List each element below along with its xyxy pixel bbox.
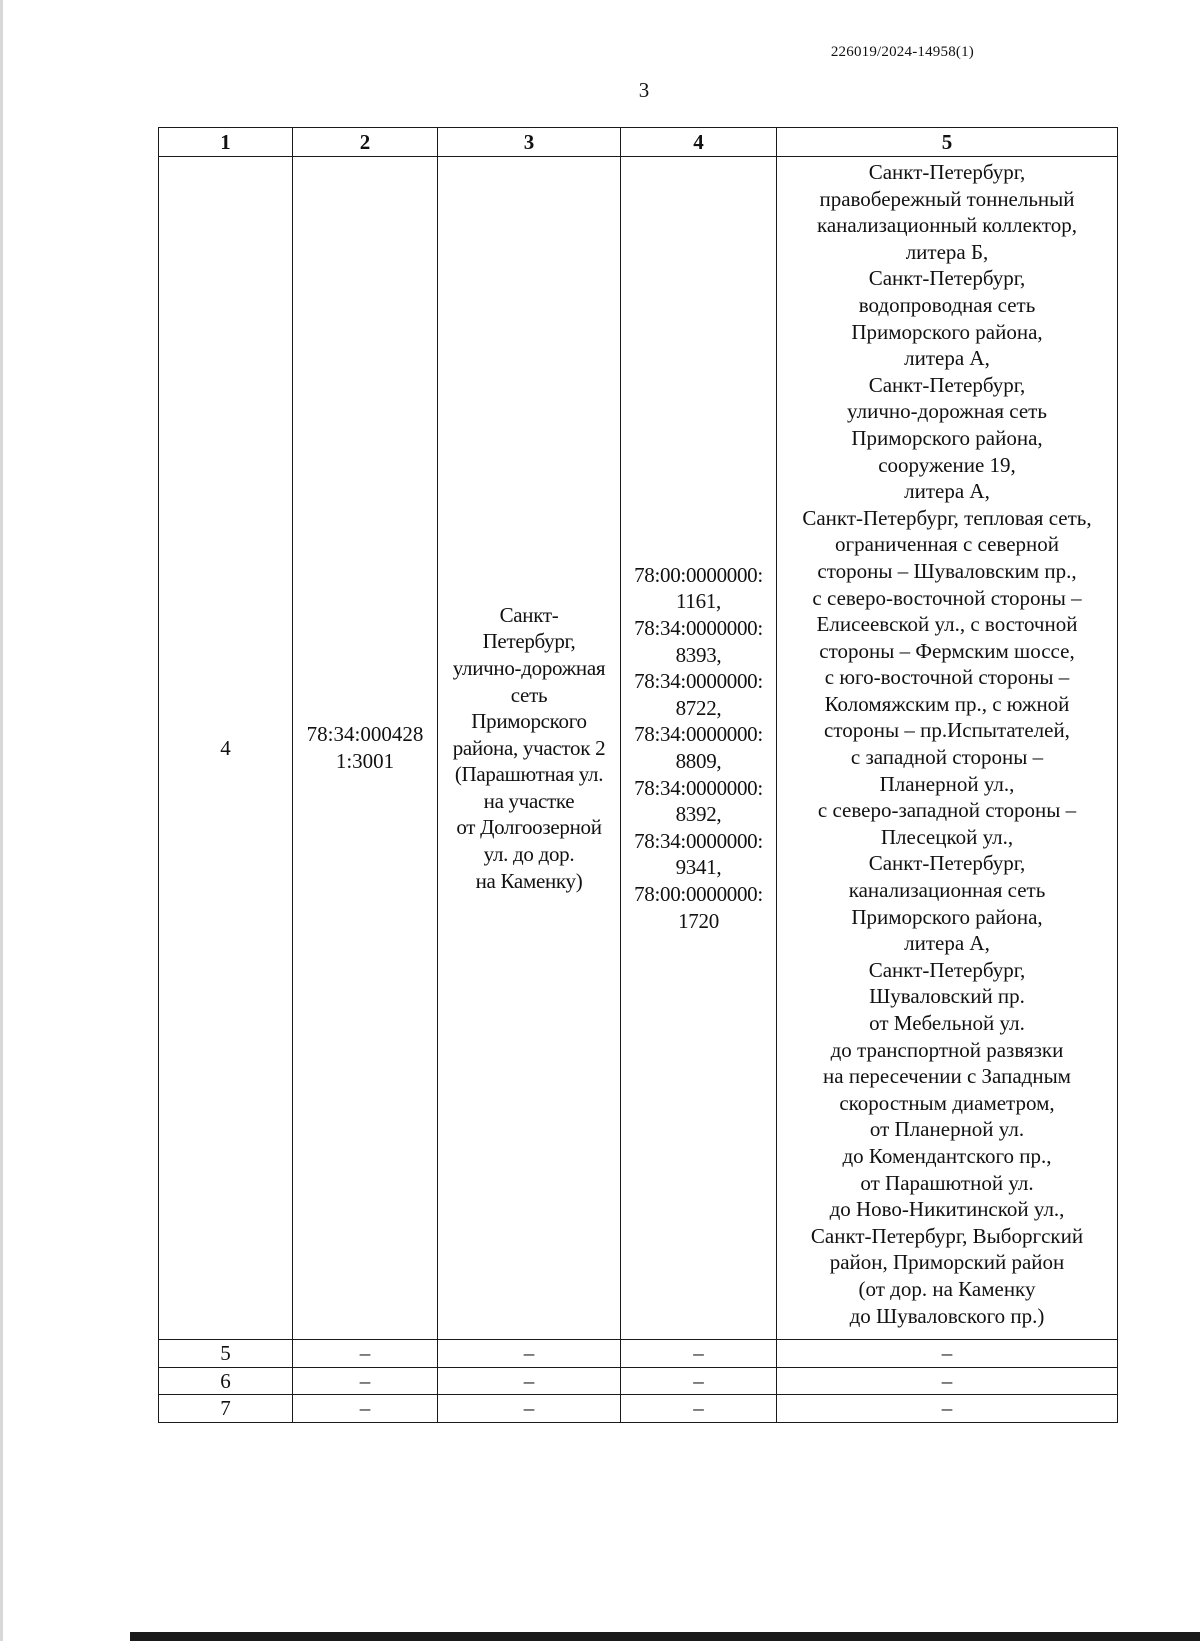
header-col-4: 4 <box>621 128 777 157</box>
cell-dash: – <box>777 1395 1118 1423</box>
page-number: 3 <box>638 78 650 102</box>
header-col-2: 2 <box>293 128 438 157</box>
cell-row-number: 5 <box>159 1340 293 1368</box>
scan-left-edge <box>0 0 3 1641</box>
header-col-5: 5 <box>777 128 1118 157</box>
cell-dash: – <box>438 1340 621 1368</box>
table-row <box>159 1340 1118 1368</box>
cell-related-cadastral-numbers: 78:00:0000000: 1161, 78:34:0000000: 8393, 78:34:0000000: 8722, 78:34:0000000: 8809, 78:34:0000000: 8392, 78:34:0000000: 9341, 78:00:0000000: 1720 <box>621 157 777 1340</box>
cell-dash: – <box>777 1340 1118 1368</box>
cell-dash: – <box>293 1340 438 1368</box>
cell-dash: – <box>621 1340 777 1368</box>
cell-dash: – <box>438 1395 621 1423</box>
cell-dash: – <box>777 1367 1118 1395</box>
cell-row-number: 7 <box>159 1395 293 1423</box>
cell-dash: – <box>293 1367 438 1395</box>
header-col-1: 1 <box>159 128 293 157</box>
scan-bottom-edge <box>130 1632 1200 1641</box>
cell-row-number: 6 <box>159 1367 293 1395</box>
cell-dash: – <box>438 1367 621 1395</box>
header-col-3: 3 <box>438 128 621 157</box>
table-row <box>159 157 1118 1340</box>
cell-dash: – <box>621 1395 777 1423</box>
cell-row-number: 4 <box>159 157 293 1340</box>
cell-dash: – <box>621 1367 777 1395</box>
cell-dash: – <box>293 1395 438 1423</box>
table-header-row <box>159 128 1118 157</box>
data-table <box>158 127 1118 1423</box>
table-row <box>159 1395 1118 1423</box>
cell-address-description: Санкт-Петербург, правобережный тоннельный канализационный коллектор, литера Б, Санкт-Петербург, водопроводная сеть Приморского района, литера А, Санкт-Петербург, улично-дорожная сеть Приморского района, сооружение 19, литера А, Санкт-Петербург, тепловая сеть, ограниченная с северной стороны – Шуваловским пр., с северо-восточной стороны – Елисеевской ул., с восточной стороны – Фермским шоссе, с юго-восточной стороны – Коломяжским пр., с южной стороны – пр.Испытателей, с западной стороны – Планерной ул., с северо-западной стороны – Плесецкой ул., Санкт-Петербург, канализационная сеть Приморского района, литера А, Санкт-Петербург, Шуваловский пр. от Мебельной ул. до транспортной развязки на пересечении с Западным скоростным диаметром, от Планерной ул. до Комендантского пр., от Парашютной ул. до Ново-Никитинской ул., Санкт-Петербург, Выборгский район, Приморский район (от дор. на Каменку до Шуваловского пр.) <box>777 157 1118 1340</box>
cell-cadastral-number: 78:34:000428 1:3001 <box>293 157 438 1340</box>
table-row <box>159 1367 1118 1395</box>
cell-object-name: Санкт- Петербург, улично-дорожная сеть Приморского района, участок 2 (Парашютная ул. на участке от Долгоозерной ул. до дор. на Каменку) <box>438 157 621 1340</box>
document-number: 226019/2024-14958(1) <box>830 44 974 60</box>
